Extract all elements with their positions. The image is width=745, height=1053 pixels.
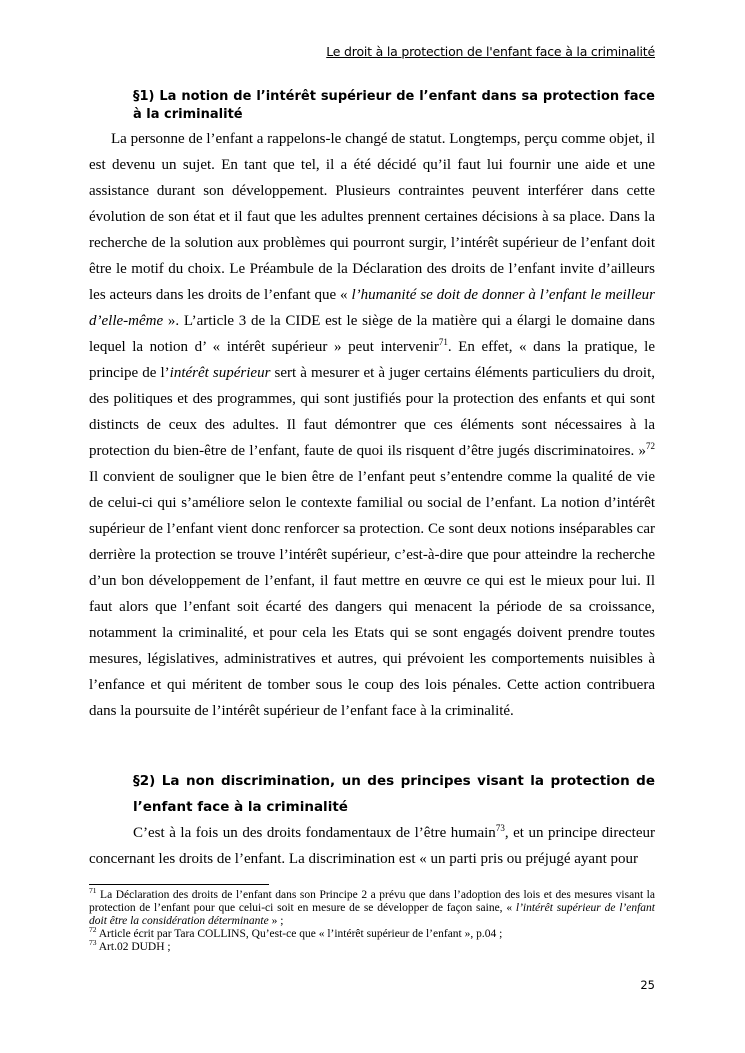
footnote-71: $^{71}$ La Déclaration des droits de l’enfant dans son Principe 2 a prévu que dans l’adoption des lois et des mesures visant la protection de l’enfant pour que celui-ci soit en mesure de se développer de façon saine, « l’intérêt supérieur de l’enfant doit être la considération déterminante » ; (89, 886, 655, 927)
footnote-separator (89, 884, 269, 885)
footnotes (89, 886, 655, 954)
section-1-paragraph: La personne de l’enfant a rappelons-le changé de statut. Longtemps, perçu comme objet, il est devenu un sujet. En tant que tel, il a été décidé qu’il faut lui fournir une aide et une assistance durant son développement. Plusieurs contraintes peuvent interférer dans cette évolution de son état et il faut que les adultes prennent certaines décisions à sa place. Dans la recherche de la solution aux problèmes qui pourront surgir, l’intérêt supérieur de l’enfant doit être le motif du choix. Le Préambule de la Déclaration des droits de l’enfant invite d’ailleurs les acteurs dans les droits de l’enfant que « l’humanité se doit de donner à l’enfant le meilleur d’elle-même ». L’article 3 de la CIDE est le siège de la matière qui a élargi le domaine dans lequel la notion d’ « intérêt supérieur » peut intervenir$^{71}$. En effet, « dans la pratique, le principe de l’intérêt supérieur sert à mesurer et à juger certains éléments particuliers du droit, des politiques et des programmes, qui sont justifiés pour la protection des enfants et qui sont distincts de ceux des adultes. Il faut démontrer que ces éléments sont nécessaires à la protection du bien-être de l’enfant, faute de quoi ils risquent d’être jugés discriminatoires. »$^{72}$ Il convient de souligner que le bien être de l’enfant peut s’entendre comme la qualité de vie de celui-ci qui s’améliore selon le contexte familial ou social de l’enfant. La notion d’intérêt supérieur de l’enfant vient donc renforcer sa protection. Ce sont deux notions inséparables car derrière la protection se trouve l’intérêt supérieur, c’est-à-dire que pour atteindre la recherche d’un bon développement de l’enfant, il faut mettre en œuvre ce qui est le mieux pour lui. Il faut alors que l’enfant soit écarté des dangers qui menacent la période de sa croissance, notamment la criminalité, et pour cela les Etats qui se sont engagés doivent prendre toutes mesures, législatives, administratives et autres, qui prévoient les comportements nuisibles à l’enfance et qui méritent de tomber sous le coup des lois pénales. Cette action contribuera dans la poursuite de l’intérêt supérieur de l’enfant face à la criminalité. (89, 131, 656, 719)
section-1 (89, 88, 655, 724)
running-header: Le droit à la protection de l'enfant face à la criminalité (326, 44, 655, 59)
section-1-title: §1) La notion de l’intérêt supérieur de l’enfant dans sa protection face à la criminalité (133, 89, 655, 122)
preamble-quote: l’humanité se doit de donner à l’enfant le meilleur d’elle-même (89, 287, 655, 329)
footnote-72: $^{72}$ Article écrit par Tara COLLINS, Qu’est-ce que « l’intérêt supérieur de l’enfant », p.04 ; (89, 925, 503, 940)
section-2-title: §2) La non discrimination, un des principes visant la protection de l’enfant face à la criminalité (133, 773, 655, 815)
page-number: 25 (640, 978, 655, 992)
section-2-paragraph: C’est à la fois un des droits fondamentaux de l’être humain$^{73}$, et un principe directeur concernant les droits de l’enfant. La discrimination est « un parti pris ou préjugé ayant pour (89, 823, 655, 867)
footnote-ref-72[interactable]: 72 (646, 441, 655, 451)
footnote-ref-71[interactable]: 71 (438, 337, 448, 347)
section-2 (89, 768, 655, 872)
emphasis-interet-superieur: intérêt supérieur (169, 365, 271, 381)
footnote-ref-73[interactable]: 73 (495, 823, 505, 833)
footnote-73: $^{73}$ Art.02 DUDH ; (89, 938, 171, 953)
